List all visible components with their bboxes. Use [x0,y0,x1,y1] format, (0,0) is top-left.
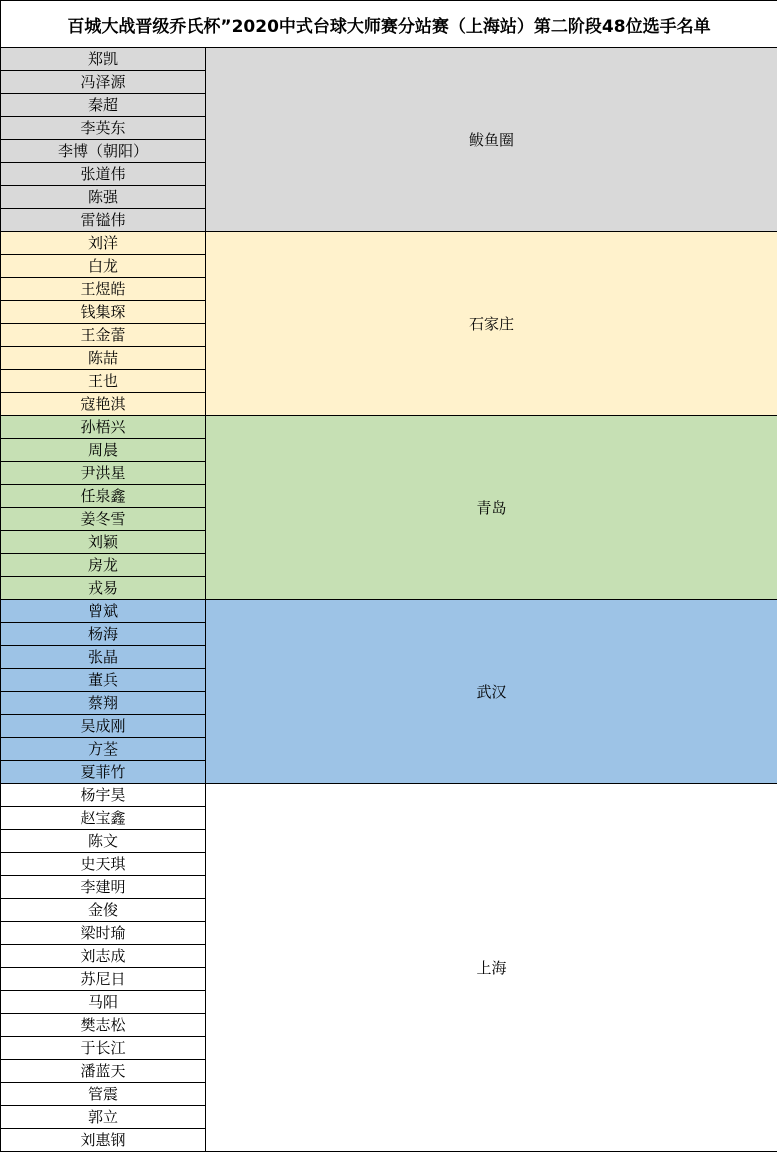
page-title: 百城大战晋级乔氏杯”2020中式台球大师赛分站赛（上海站）第二阶段48位选手名单 [1,1,777,48]
player-name-cell: 梁时瑜 [1,922,206,945]
player-name-cell: 樊志松 [1,1014,206,1037]
player-name-cell: 吴成刚 [1,715,206,738]
player-name-cell: 刘惠钢 [1,1129,206,1152]
player-name-cell: 马阳 [1,991,206,1014]
table-body [1,1,777,1152]
region-cell: 鲅鱼圈 [206,48,777,232]
region-cell: 石家庄 [206,232,777,416]
region-cell: 青岛 [206,416,777,600]
player-name-cell: 寇艳淇 [1,393,206,416]
player-name-cell: 董兵 [1,669,206,692]
player-name-cell: 白龙 [1,255,206,278]
player-name-cell: 李英东 [1,117,206,140]
player-name-cell: 陈文 [1,830,206,853]
player-name-cell: 方荃 [1,738,206,761]
player-name-cell: 杨海 [1,623,206,646]
player-name-cell: 王煜皓 [1,278,206,301]
player-name-cell: 金俊 [1,899,206,922]
player-name-cell: 王金蕾 [1,324,206,347]
player-name-cell: 潘蓝天 [1,1060,206,1083]
player-row [1,600,777,623]
title-row [1,1,777,48]
player-name-cell: 周晨 [1,439,206,462]
player-name-cell: 杨宇昊 [1,784,206,807]
player-name-cell: 刘颖 [1,531,206,554]
player-name-cell: 尹洪星 [1,462,206,485]
player-name-cell: 赵宝鑫 [1,807,206,830]
player-name-cell: 张晶 [1,646,206,669]
player-name-cell: 戎易 [1,577,206,600]
player-name-cell: 夏菲竹 [1,761,206,784]
region-cell: 武汉 [206,600,777,784]
player-name-cell: 苏尼日 [1,968,206,991]
player-name-cell: 姜冬雪 [1,508,206,531]
player-name-cell: 刘洋 [1,232,206,255]
player-name-cell: 孙梧兴 [1,416,206,439]
player-row [1,48,777,71]
player-name-cell: 郭立 [1,1106,206,1129]
player-name-cell: 李建明 [1,876,206,899]
player-name-cell: 任泉鑫 [1,485,206,508]
player-name-cell: 张道伟 [1,163,206,186]
player-name-cell: 钱集琛 [1,301,206,324]
player-name-cell: 曾斌 [1,600,206,623]
player-name-cell: 秦超 [1,94,206,117]
player-name-cell: 刘志成 [1,945,206,968]
player-name-cell: 史天琪 [1,853,206,876]
player-name-cell: 于长江 [1,1037,206,1060]
player-row [1,416,777,439]
region-cell: 上海 [206,784,777,1152]
player-name-cell: 陈喆 [1,347,206,370]
player-name-cell: 管震 [1,1083,206,1106]
player-name-cell: 陈强 [1,186,206,209]
player-name-cell: 蔡翔 [1,692,206,715]
player-name-cell: 王也 [1,370,206,393]
player-row [1,232,777,255]
player-name-cell: 李博（朝阳） [1,140,206,163]
player-name-cell: 郑凯 [1,48,206,71]
player-name-cell: 房龙 [1,554,206,577]
player-name-cell: 冯泽源 [1,71,206,94]
player-name-cell: 雷镒伟 [1,209,206,232]
player-row [1,784,777,807]
